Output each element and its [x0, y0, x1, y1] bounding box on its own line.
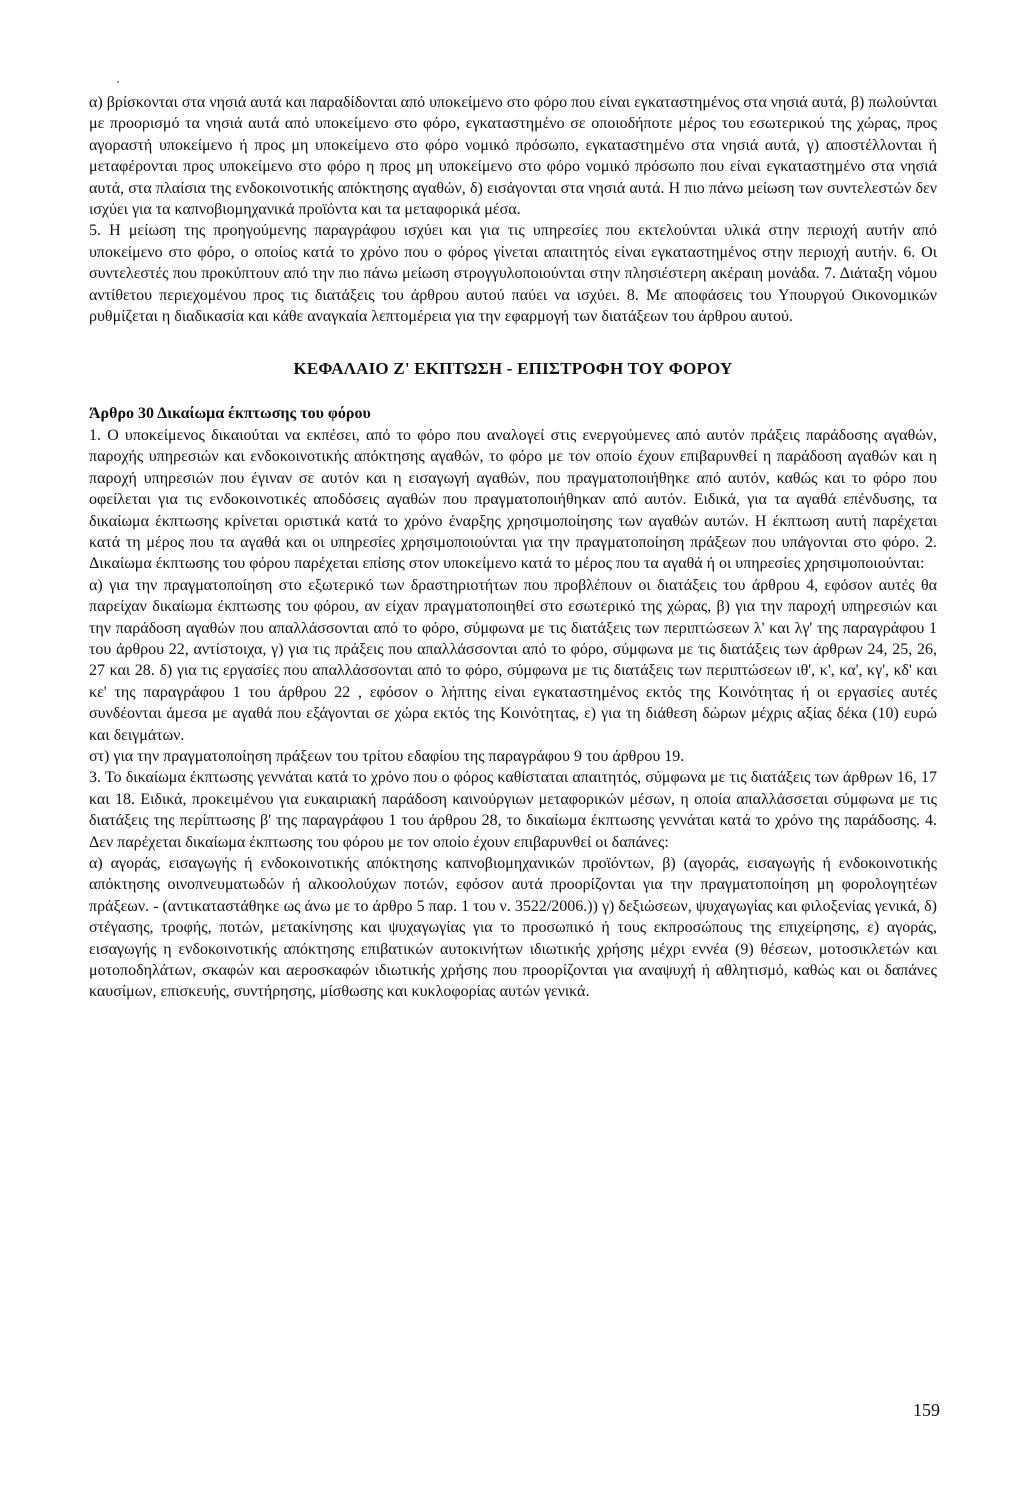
article-title: Άρθρο 30 Δικαίωμα έκπτωσης του φόρου — [89, 405, 371, 423]
article-paragraph-5: α) αγοράς, εισαγωγής ή ενδοκοινοτικής απόκτησης καπνοβιομηχανικών προϊόντων, β) (αγοράς, εισαγωγής ή ενδοκοινοτικής απόκτησης οινοπνευματωδών ή αλκοολούχων ποτών, εφόσον αυτά προορίζονται για την πραγματοποίηση μη φορολογητέων πράξεων. - (αντικαταστάθηκε ως άνω με το άρθρο 5 παρ. 1 του ν. 3522/2006.)) γ) δεξιώσεων, ψυχαγωγίας και φιλοξενίας γενικά, δ) στέγασης, τροφής, ποτών, μετακίνησης και ψυχαγωγίας για το προσωπικό ή τους εκπροσώπους της επιχείρησης, ε) αγοράς, εισαγωγής η ενδοκοινοτικής απόκτησης επιβατικών αυτοκινήτων ιδιωτικής χρήσης μέχρι εννέα (9) θέσεων, μοτοσικλετών και μοτοποδηλάτων, σκαφών και αεροσκαφών ιδιωτικής χρήσης που προορίζονται για αναψυχή ή αθλητισμό, καθώς και οι δαπάνες καυσίμων, επισκευής, συντήρησης, μίσθωσης και κυκλοφορίας αυτών γενικά. — [89, 855, 937, 1001]
paragraph-top-1: α) βρίσκονται στα νησιά αυτά και παραδίδονται από υποκείμενο στο φόρο που είναι εγκαταστημένος στα νησιά αυτά, β) πωλούνται με προορισμό τα νησιά αυτά από υποκείμενο στο φόρο, εγκαταστημένο σε οποιοδήποτε μέρος του εσωτερικού της χώρας, προς αγοραστή υποκείμενο ή προς μη υποκείμενο στο φόρο νομικό πρόσωπο, εγκαταστημένο στα νησιά αυτά, γ) αποστέλλονται ή μεταφέρονται προς υποκείμενο στο φόρο η προς μη υποκείμενο στο φόρο νομικό πρόσωπο που είναι εγκαταστημένο στα νησιά αυτά, στα πλαίσια της ενδοκοινοτικής απόκτησης αγαθών, δ) εισάγονται στα νησιά αυτά. Η πιο πάνω μείωση των συντελεστών δεν ισχύει για τα καπνοβιομηχανικά προϊόντα και τα μεταφορικά μέσα. — [89, 94, 937, 219]
scan-speck — [117, 81, 119, 83]
chapter-heading: ΚΕΦΑΛΑΙΟ Ζ' ΕΚΠΤΩΣΗ - ΕΠΙΣΤΡΟΦΗ ΤΟΥ ΦΟΡΟΥ — [293, 359, 733, 379]
page-body — [89, 92, 937, 1003]
article-paragraph-2: α) για την πραγματοποίηση στο εξωτερικό των δραστηριοτήτων που προβλέπουν οι διατάξεις του άρθρου 4, εφόσον αυτές θα παρείχαν δικαίωμα έκπτωσης του φόρου, αν είχαν πραγματοποιηθεί στο εσωτερικό της χώρας, β) για την παροχή υπηρεσιών και την παράδοση αγαθών που απαλλάσσονται από το φόρο, σύμφωνα με τις διατάξεις των περιπτώσεων λ' και λγ' της παραγράφου 1 του άρθρου 22, αντίστοιχα, γ) για τις πράξεις που απαλλάσσονται από το φόρο, σύμφωνα με τις διατάξεις των άρθρων 24, 25, 26, 27 και 28. δ) για τις εργασίες που απαλλάσσονται από το φόρο, σύμφωνα με τις διατάξεις των περιπτώσεων ιθ', κ', κα', κγ', κδ' και κε' της παραγράφου 1 του άρθρου 22 , εφόσον ο λήπτης είναι εγκαταστημένος εκτός της Κοινότητας ή οι εργασίες αυτές συνδέονται άμεσα με αγαθά που εξάγονται σε χώρα εκτός της Κοινότητας, ε) για τη διάθεση δώρων μέχρις αξίας δέκα (10) ευρώ και δειγμάτων. — [89, 576, 937, 744]
article-paragraph-4: 3. Το δικαίωμα έκπτωσης γεννάται κατά το χρόνο που ο φόρος καθίσταται απαιτητός, σύμφωνα με τις διατάξεις των άρθρων 16, 17 και 18. Ειδικά, προκειμένου για ευκαιριακή παράδοση καινούργιων μεταφορικών μέσων, η οποία απαλλάσσεται σύμφωνα με τις διατάξεις της περίπτωσης β' της παραγράφου 1 του άρθρου 28, το δικαίωμα έκπτωσης γεννάται κατά το χρόνο της παράδοσης. 4. Δεν παρέχεται δικαίωμα έκπτωσης του φόρου με τον οποίο έχουν επιβαρυνθεί οι δαπάνες: — [89, 769, 937, 851]
article-paragraph-3: στ) για την πραγματοποίηση πράξεων του τρίτου εδαφίου της παραγράφου 9 του άρθρου 19. — [89, 747, 685, 765]
page-number: 159 — [913, 1400, 940, 1420]
article-paragraph-1: 1. Ο υποκείμενος δικαιούται να εκπέσει, από το φόρο που αναλογεί στις ενεργούμενες από αυτόν πράξεις παράδοσης αγαθών, παροχής υπηρεσιών και ενδοκοινοτικής απόκτησης αγαθών, το φόρο με τον οποίο έχουν επιβαρυνθεί η παράδοση αγαθών και η παροχή υπηρεσιών που έγιναν σε αυτόν και η εισαγωγή αγαθών, που πραγματοποιήθηκε από αυτόν, καθώς και το φόρο που οφείλεται για τις ενδοκοινοτικές αποδόσεις αγαθών που πραγματοποιήθηκαν από αυτόν. Ειδικά, για τα αγαθά επένδυσης, τα δικαίωμα έκπτωσης κρίνεται οριστικά κατά το χρόνο έναρξης χρησιμοποίησης των αγαθών αυτών. Η έκπτωση αυτή παρέχεται κατά τη μέρος που τα αγαθά και οι υπηρεσίες χρησιμοποιούνται για την πραγματοποίηση πράξεων που υπάγονται στο φόρο. 2. Δικαίωμα έκπτωσης του φόρου παρέχεται επίσης στον υποκείμενο κατά το μέρος που τα αγαθά ή οι υπηρεσίες χρησιμοποιούνται: — [89, 426, 937, 573]
paragraph-top-2: 5. Η μείωση της προηγούμενης παραγράφου ισχύει και για τις υπηρεσίες που εκτελούνται υλικά στην περιοχή αυτήν από υποκείμενο στο φόρο, ο οποίος κατά το χρόνο που ο φόρος γίνεται απαιτητός είναι εγκαταστημένος στην περιοχή αυτήν. 6. Οι συντελεστές που προκύπτουν από την πιο πάνω μείωση στρογγυλοποιούνται στην πλησιέστερη ακέραιη μονάδα. 7. Διάταξη νόμου αντίθετου περιεχομένου προς τις διατάξεις του άρθρου αυτού παύει να ισχύει. 8. Με αποφάσεις του Υπουργού Οικονομικών ρυθμίζεται η διαδικασία και κάθε αναγκαία λεπτομέρεια για την εφαρμογή των διατάξεων του άρθρου αυτού. — [89, 222, 937, 326]
